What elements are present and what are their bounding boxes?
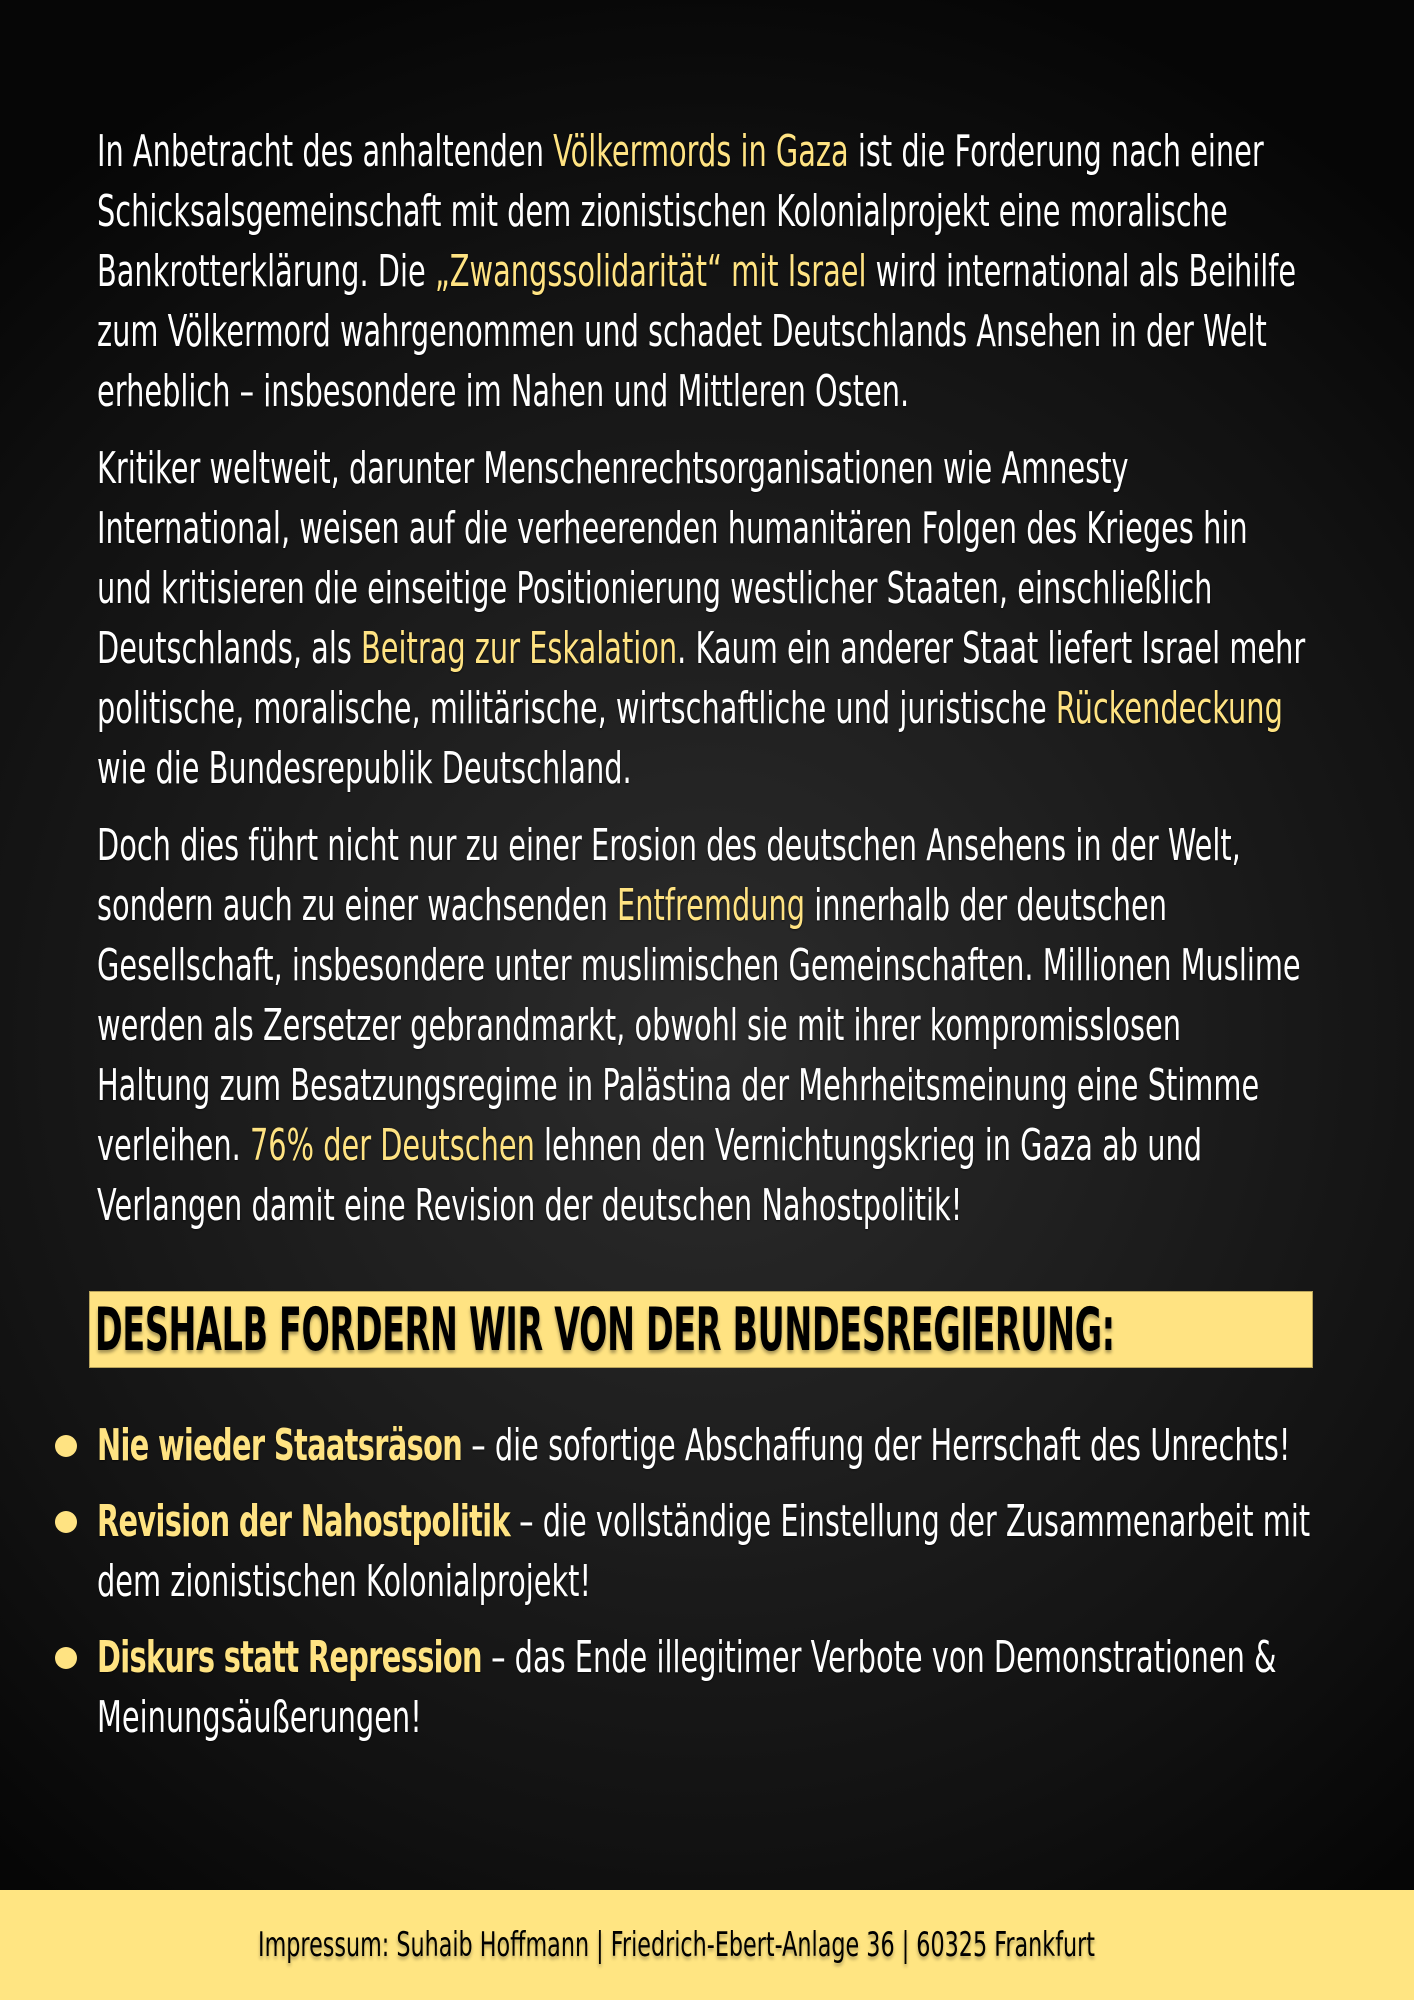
text-segment: politische, moralische, militärische, wirtschaftliche und juristische bbox=[97, 683, 1056, 734]
text-segment: Verlangen damit eine Revision der deutschen Nahostpolitik! bbox=[97, 1180, 963, 1231]
text-line bbox=[97, 122, 1342, 182]
demand-description: dem zionistischen Kolonialprojekt! bbox=[97, 1556, 592, 1607]
text-segment: Kritiker weltweit, darunter Menschenrechtsorganisationen wie Amnesty bbox=[97, 443, 1129, 494]
text-line bbox=[97, 876, 1342, 936]
text-segment: Doch dies führt nicht nur zu einer Erosion des deutschen Ansehens in der Welt, bbox=[97, 820, 1241, 871]
text-line bbox=[97, 499, 1342, 559]
demand-item bbox=[55, 1416, 1355, 1476]
paragraph bbox=[97, 816, 1337, 1236]
text-segment: verleihen. bbox=[97, 1120, 250, 1171]
text-segment: Gesellschaft, insbesondere unter muslimischen Gemeinschaften. Millionen Muslime bbox=[97, 940, 1301, 991]
demand-item bbox=[55, 1628, 1355, 1748]
text-line bbox=[97, 1628, 1342, 1688]
highlighted-phrase: Rückendeckung bbox=[1055, 683, 1283, 734]
text-segment: erheblich – insbesondere im Nahen und Mittleren Osten. bbox=[97, 366, 910, 417]
text-line bbox=[97, 1056, 1342, 1116]
text-segment: und kritisieren die einseitige Positionierung westlicher Staaten, einschließlich bbox=[97, 563, 1213, 614]
paragraph bbox=[97, 122, 1337, 422]
text-line bbox=[97, 739, 1342, 799]
demand-title: Diskurs statt Repression bbox=[97, 1632, 482, 1683]
demand-description: – die sofortige Abschaffung der Herrschaft des Unrechts! bbox=[462, 1420, 1291, 1471]
body-text bbox=[97, 122, 1337, 1253]
paragraph bbox=[97, 439, 1337, 799]
demand-title: Nie wieder Staatsräson bbox=[97, 1420, 463, 1471]
text-line bbox=[97, 1552, 1342, 1612]
bullet-icon bbox=[55, 1511, 77, 1533]
text-line bbox=[97, 619, 1342, 679]
demands-heading-box bbox=[89, 1291, 1313, 1368]
text-line bbox=[97, 182, 1342, 242]
demand-description: – die vollständige Einstellung der Zusammenarbeit mit bbox=[510, 1496, 1311, 1547]
text-line bbox=[97, 1492, 1342, 1552]
text-line bbox=[97, 1688, 1342, 1748]
highlighted-phrase: „Zwangssolidarität“ mit Israel bbox=[434, 246, 867, 297]
text-segment: . Kaum ein anderer Staat liefert Israel mehr bbox=[677, 623, 1306, 674]
text-line bbox=[97, 362, 1342, 422]
text-line bbox=[97, 1116, 1342, 1176]
demand-description: Meinungsäußerungen! bbox=[97, 1692, 422, 1743]
text-line bbox=[97, 242, 1342, 302]
text-line bbox=[97, 996, 1342, 1056]
text-line bbox=[97, 1176, 1342, 1236]
text-line bbox=[97, 936, 1342, 996]
bullet-icon bbox=[55, 1647, 77, 1669]
text-segment: werden als Zersetzer gebrandmarkt, obwohl sie mit ihrer kompromisslosen bbox=[97, 1000, 1181, 1051]
text-segment: Bankrotterklärung. Die bbox=[97, 246, 435, 297]
text-segment: Deutschlands, als bbox=[97, 623, 362, 674]
highlighted-phrase: Beitrag zur Eskalation bbox=[361, 623, 678, 674]
demand-title: Revision der Nahostpolitik bbox=[97, 1496, 511, 1547]
text-segment: Schicksalsgemeinschaft mit dem zionistischen Kolonialprojekt eine moralische bbox=[97, 186, 1228, 237]
highlighted-phrase: Völkermords in Gaza bbox=[553, 126, 849, 177]
text-line bbox=[97, 559, 1342, 619]
text-segment: innerhalb der deutschen bbox=[805, 880, 1168, 931]
text-segment: In Anbetracht des anhaltenden bbox=[97, 126, 554, 177]
text-line bbox=[97, 816, 1342, 876]
text-segment: sondern auch zu einer wachsenden bbox=[97, 880, 618, 931]
text-segment: wie die Bundesrepublik Deutschland. bbox=[97, 743, 632, 794]
text-line bbox=[97, 1416, 1342, 1476]
highlighted-phrase: Entfremdung bbox=[617, 880, 806, 931]
demand-item bbox=[55, 1492, 1355, 1612]
text-segment: Haltung zum Besatzungsregime in Palästina der Mehrheitsmeinung eine Stimme bbox=[97, 1060, 1260, 1111]
text-line bbox=[97, 679, 1342, 739]
text-line bbox=[97, 439, 1342, 499]
highlighted-phrase: 76% der Deutschen bbox=[249, 1120, 535, 1171]
text-segment: International, weisen auf die verheerenden humanitären Folgen des Krieges hin bbox=[97, 503, 1248, 554]
text-segment: lehnen den Vernichtungskrieg in Gaza ab und bbox=[534, 1120, 1203, 1171]
demand-description: – das Ende illegitimer Verbote von Demonstrationen & bbox=[481, 1632, 1277, 1683]
demands-list bbox=[55, 1416, 1355, 1764]
text-segment: zum Völkermord wahrgenommen und schadet Deutschlands Ansehen in der Welt bbox=[97, 306, 1267, 357]
text-line bbox=[97, 302, 1342, 362]
footer bbox=[0, 1890, 1414, 2000]
impressum: Impressum: Suhaib Hoffmann | Friedrich-Ebert-Anlage 36 | 60325 Frankfurt bbox=[258, 1925, 1096, 1965]
text-segment: ist die Forderung nach einer bbox=[848, 126, 1264, 177]
text-segment: wird international als Beihilfe bbox=[866, 246, 1297, 297]
bullet-icon bbox=[55, 1435, 77, 1457]
demands-heading: DESHALB FORDERN WIR VON DER BUNDESREGIERUNG: bbox=[95, 1295, 1115, 1365]
